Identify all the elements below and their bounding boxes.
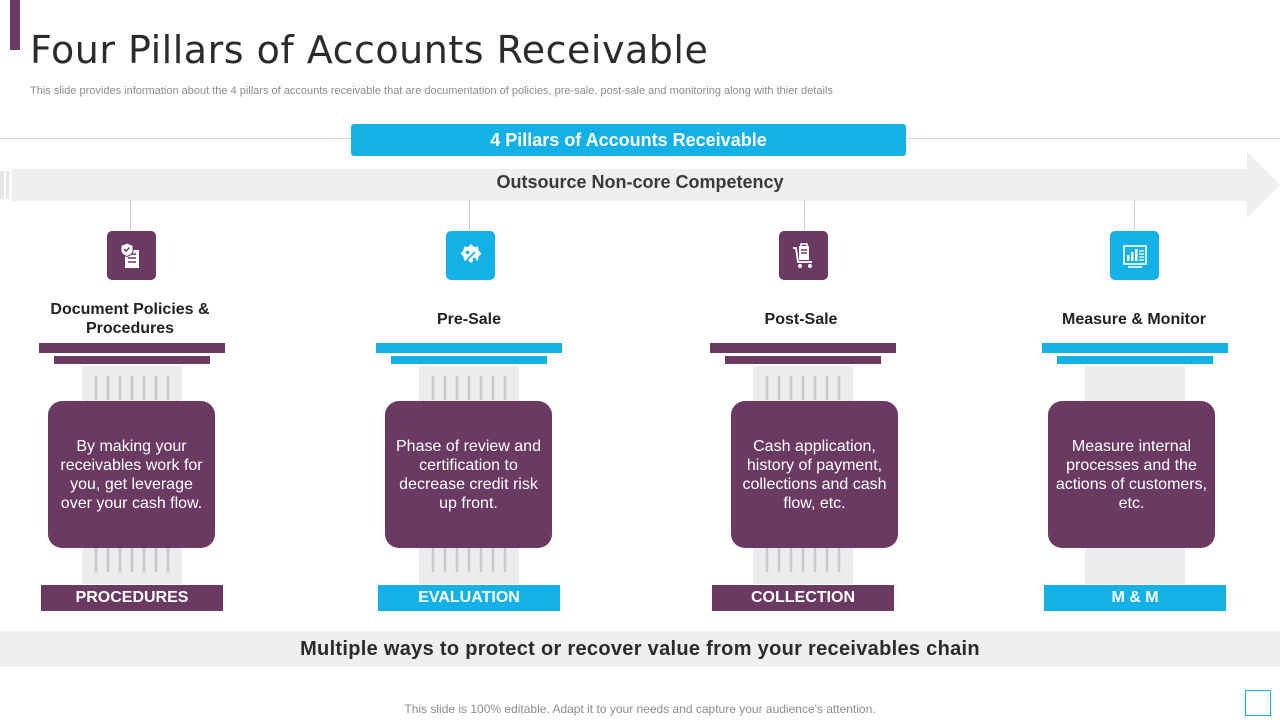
pillar-description-card: Measure internal processes and the actions of customers, etc. [1048,401,1215,548]
pillar-base-label: COLLECTION [712,585,894,611]
pillar-title: Document Policies & Procedures [50,301,210,337]
analytics-dashboard-icon [1110,231,1159,280]
pillar-capital [376,343,562,353]
policy-document-icon [107,231,156,280]
connector-line [469,200,470,230]
pillar-capital-lower [391,356,547,364]
page-subtitle: This slide provides information about the 4 pillars of accounts receivable that are documentation of policies, pre-sale, post-sale and monitoring along with thier details [30,85,833,97]
pillar-base-label: PROCEDURES [41,585,223,611]
connector-line [804,200,805,230]
pillar-description-card: Cash application, history of payment, collections and cash flow, etc. [731,401,898,548]
footer-statement: Multiple ways to protect or recover value from your receivables chain [0,631,1280,667]
footnote: This slide is 100% editable. Adapt it to your needs and capture your audience's attention. [404,702,876,716]
pillar-capital [39,343,225,353]
pillar-capital-lower [1057,356,1213,364]
pillar-title: Post-Sale [764,310,838,328]
pillar-capital [1042,343,1228,353]
pillar-title: Measure & Monitor [1061,310,1206,328]
arrow-label: Outsource Non-core Competency [496,172,784,192]
pillar-description-card: By making your receivables work for you, get leverage over your cash flow. [48,401,215,548]
pillar-description-card: Phase of review and certification to decrease credit risk up front. [385,401,552,548]
pillar-base-label: EVALUATION [378,585,560,611]
pillar-base-label: M & M [1044,585,1226,611]
connector-line [130,200,131,230]
percent-badge-icon [446,231,495,280]
shopping-cart-icon [779,231,828,280]
pillar-capital [710,343,896,353]
pillar-title: Pre-Sale [436,310,502,328]
corner-marker [1245,690,1271,716]
pillar-capital-lower [54,356,210,364]
pillar-capital-lower [725,356,881,364]
page-title: Four Pillars of Accounts Receivable [30,28,709,72]
accent-bar [10,0,20,50]
pillars-banner: 4 Pillars of Accounts Receivable [351,124,906,156]
connector-line [1134,200,1135,230]
